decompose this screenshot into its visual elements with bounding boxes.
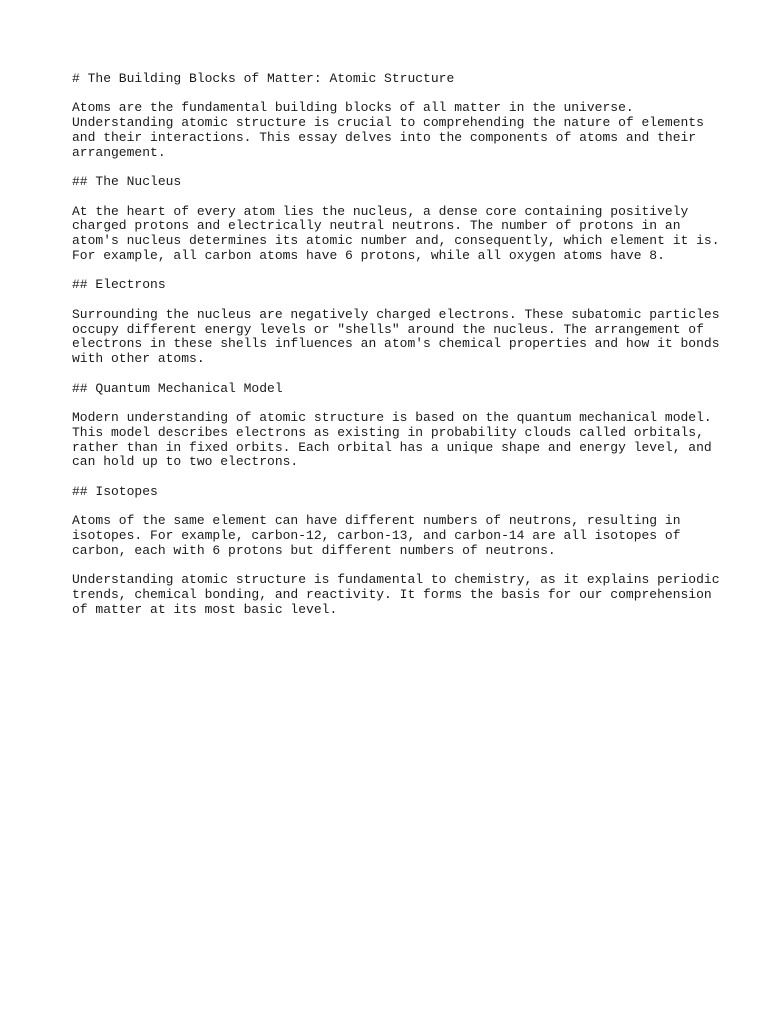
- section-heading-electrons: ## Electrons: [72, 277, 166, 293]
- section-heading-quantum-model: ## Quantum Mechanical Model: [72, 380, 283, 396]
- section-heading-nucleus: ## The Nucleus: [72, 174, 182, 190]
- section-body-quantum-model: Modern understanding of atomic structure is based on the quantum mechanical model. This model describes electrons as existing in probability clouds called orbitals, rather than in fixed orbits. Each orbital has a unique shape and energy level, and can hold up to two electrons.: [72, 409, 712, 470]
- section-body-nucleus: At the heart of every atom lies the nucleus, a dense core containing positively charged protons and electrically neutral neutrons. The number of protons in an atom's nucleus determines its atomic number and, consequently, which element it is. For example, all carbon atoms have 6 protons, while all oxygen atoms have 8.: [72, 203, 720, 263]
- document-title: # The Building Blocks of Matter: Atomic Structure: [72, 71, 455, 86]
- document-page: [72, 71, 720, 632]
- conclusion-paragraph: Understanding atomic structure is fundamental to chemistry, as it explains periodic trends, chemical bonding, and reactivity. It forms the basis for our comprehension of matter at its most basic level.: [72, 572, 720, 617]
- section-heading-isotopes: ## Isotopes: [72, 483, 158, 499]
- section-body-isotopes: Atoms of the same element can have different numbers of neutrons, resulting in isotopes. For example, carbon-12, carbon-13, and carbon-14 are all isotopes of carbon, each with 6 protons but different numbers of neutrons.: [72, 513, 681, 558]
- intro-paragraph: Atoms are the fundamental building blocks of all matter in the universe. Understanding atomic structure is crucial to comprehending the nature of elements and their interactions. This essay delves into the components of atoms and their arrangement.: [72, 100, 704, 160]
- section-body-electrons: Surrounding the nucleus are negatively charged electrons. These subatomic particles occupy different energy levels or "shells" around the nucleus. The arrangement of electrons in these shells influences an atom's chemical properties and how it bonds with other atoms.: [72, 306, 720, 367]
